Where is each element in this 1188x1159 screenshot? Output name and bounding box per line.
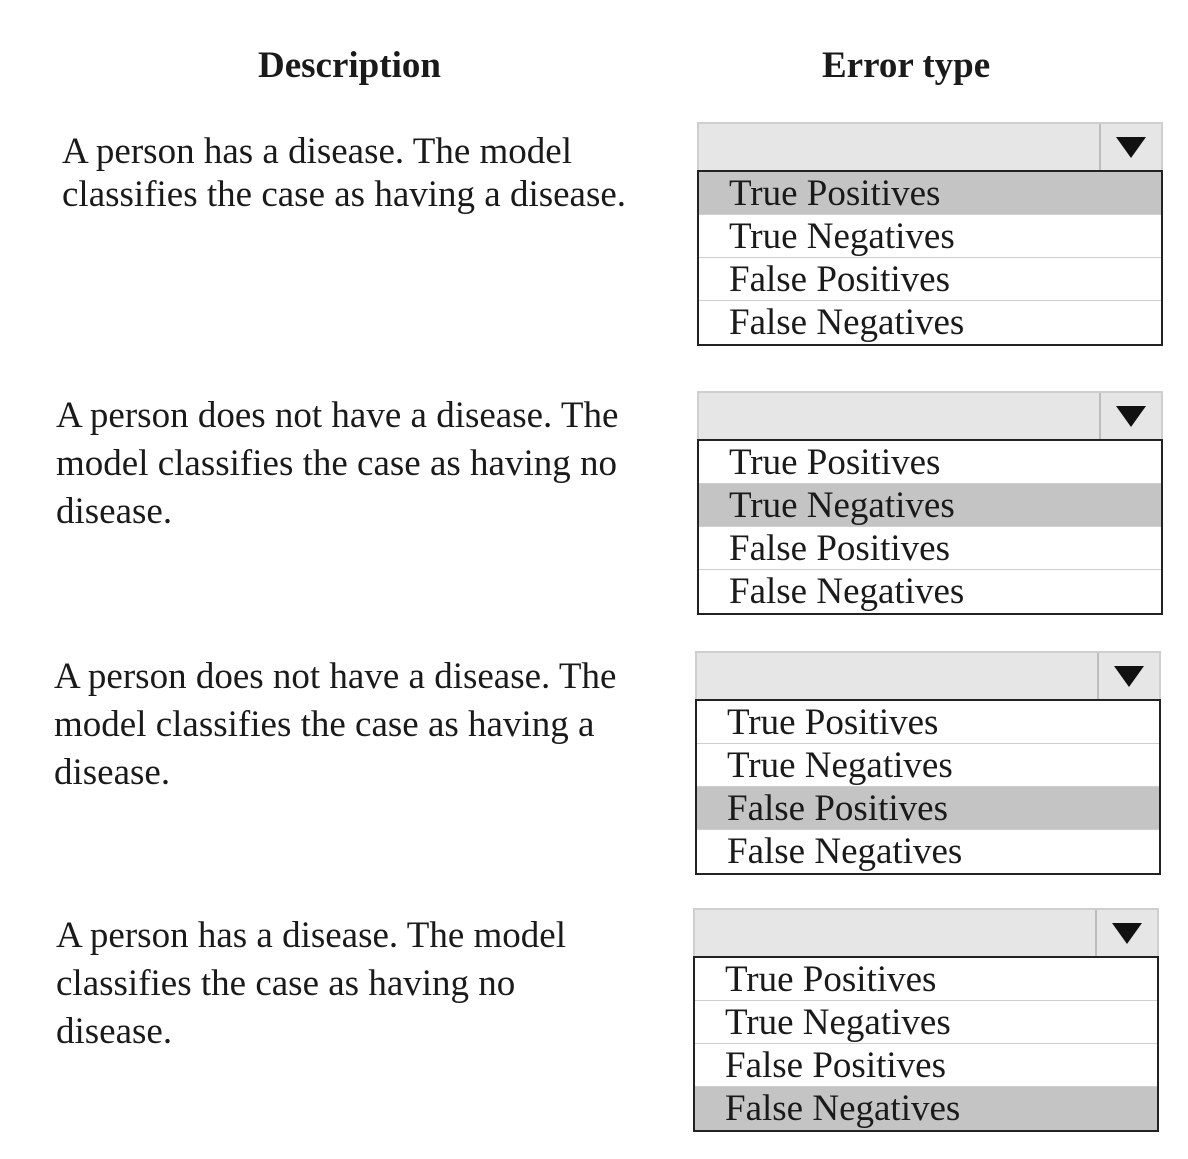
triangle-down-icon[interactable] (1099, 124, 1161, 170)
dropdown-header[interactable] (697, 122, 1163, 170)
dropdown-option[interactable]: True Negatives (699, 484, 1161, 527)
dropdown-option[interactable]: True Positives (697, 701, 1159, 744)
row-1-description: A person has a disease. The model classifies the case as having a disease. (62, 131, 627, 215)
row-3-error-type-dropdown[interactable] (695, 651, 1161, 875)
dropdown-option[interactable]: True Positives (699, 172, 1161, 215)
dropdown-option[interactable]: False Positives (697, 787, 1159, 830)
dropdown-header[interactable] (697, 391, 1163, 439)
dropdown-option[interactable]: False Negatives (729, 571, 965, 612)
row-4-description: A person has a disease. The model classifies the case as having no disease. (56, 915, 566, 1052)
dropdown-option[interactable]: False Negatives (695, 1087, 1157, 1130)
description-column-header: Description (258, 45, 441, 86)
dropdown-option[interactable]: True Negatives (695, 1001, 1157, 1044)
dropdown-option-list (697, 170, 1163, 346)
dropdown-option-list (697, 439, 1163, 615)
dropdown-option[interactable]: False Positives (699, 258, 1161, 301)
dropdown-option[interactable]: False Positives (699, 527, 1161, 570)
error-type-column-header: Error type (822, 45, 991, 86)
dropdown-option[interactable]: False Negatives (729, 302, 965, 343)
row-1-error-type-dropdown[interactable] (697, 122, 1163, 346)
row-3-description: A person does not have a disease. The model classifies the case as having a disease. (54, 656, 617, 793)
triangle-down-icon[interactable] (1099, 393, 1161, 439)
dropdown-option[interactable]: False Negatives (727, 831, 963, 872)
triangle-down-icon[interactable] (1097, 653, 1159, 699)
dropdown-option-list (695, 699, 1161, 875)
dropdown-option[interactable]: True Negatives (699, 215, 1161, 258)
dropdown-option[interactable]: False Positives (695, 1044, 1157, 1087)
dropdown-header[interactable] (693, 908, 1159, 956)
dropdown-header[interactable] (695, 651, 1161, 699)
dropdown-option[interactable]: True Negatives (697, 744, 1159, 787)
row-2-error-type-dropdown[interactable] (697, 391, 1163, 615)
dropdown-option[interactable]: True Positives (695, 958, 1157, 1001)
triangle-down-icon[interactable] (1095, 910, 1157, 956)
row-4-error-type-dropdown[interactable] (693, 908, 1159, 1132)
dropdown-option-list (693, 956, 1159, 1132)
row-2-description: A person does not have a disease. The model classifies the case as having no disease. (56, 395, 619, 532)
dropdown-option[interactable]: True Positives (699, 441, 1161, 484)
